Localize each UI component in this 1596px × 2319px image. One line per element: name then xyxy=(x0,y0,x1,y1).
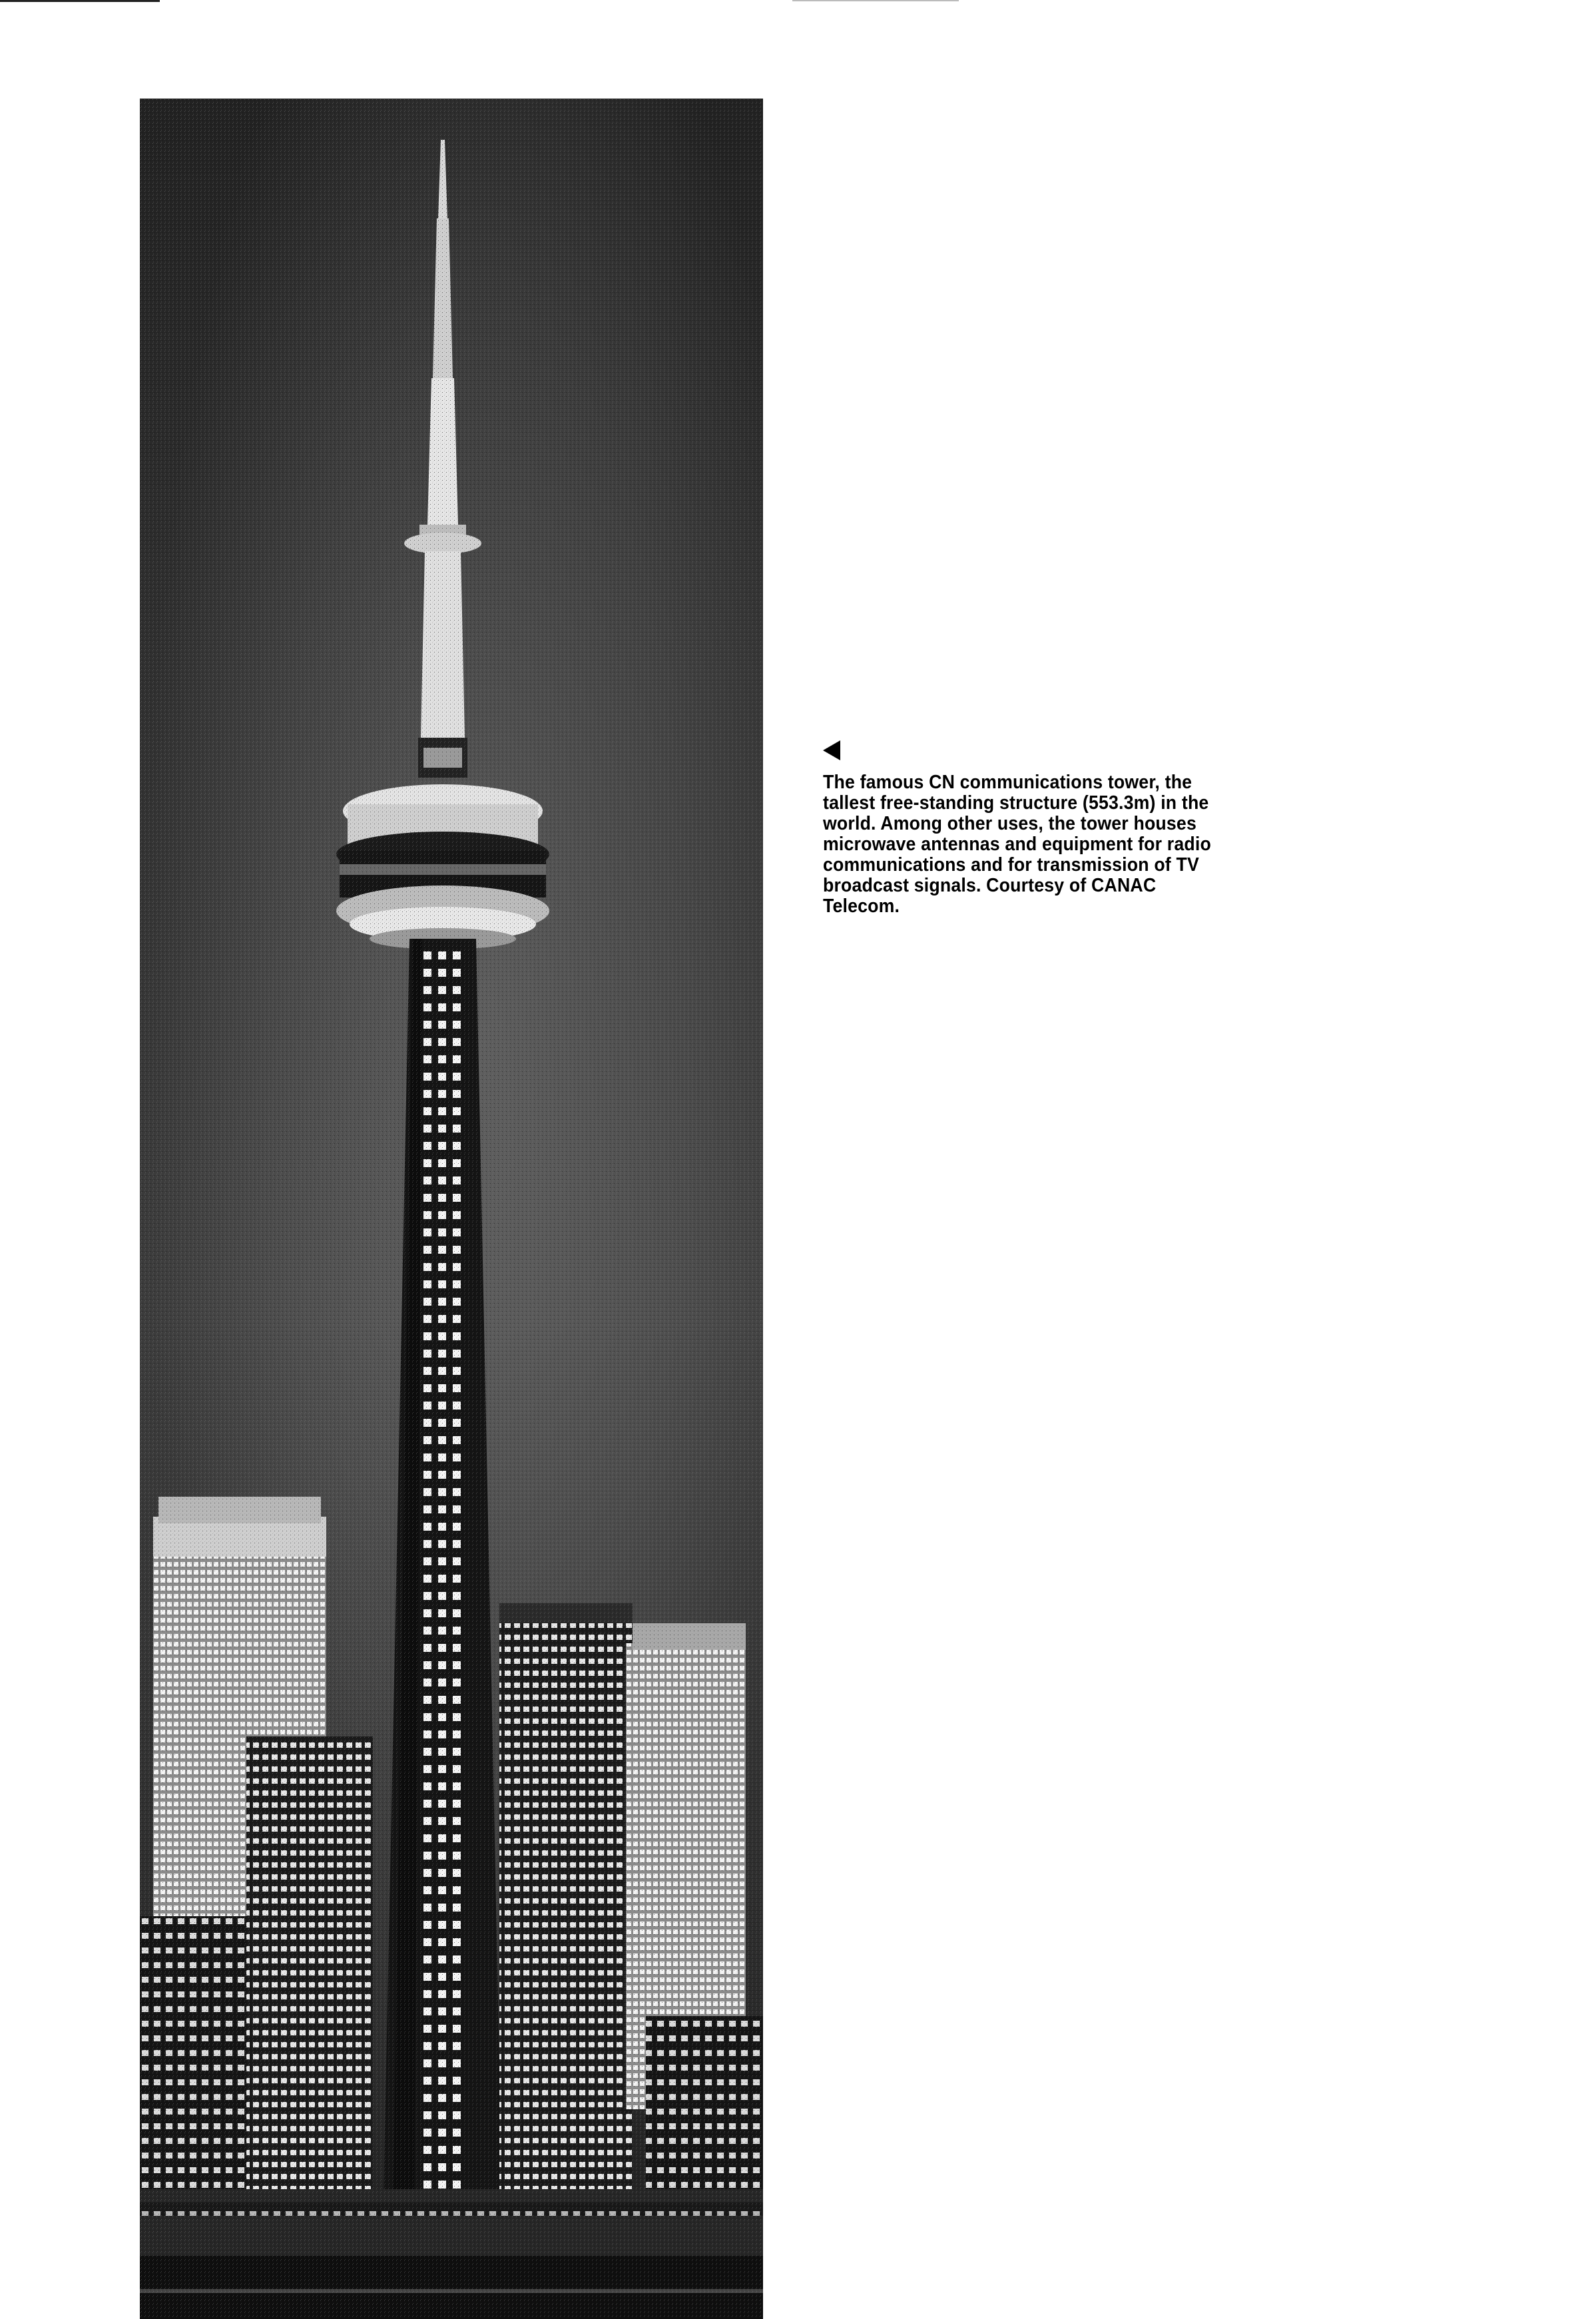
caption-text: The famous CN communications tower, the tallest free-standing structure (553.3m) in the world. Among other uses, the tower houses microwave antennas and equipment for radio communications and for transmission of TV broadcast signals. Courtesy of CANAC Telecom. xyxy=(823,772,1211,917)
caption-pointer-arrow-icon xyxy=(823,740,840,760)
cn-tower-photo xyxy=(140,99,763,2319)
photo-caption xyxy=(823,740,1222,917)
page-edge-rule xyxy=(0,0,160,2)
page-edge-rule xyxy=(792,0,959,1)
cn-tower-photo-illustration xyxy=(140,99,763,2319)
